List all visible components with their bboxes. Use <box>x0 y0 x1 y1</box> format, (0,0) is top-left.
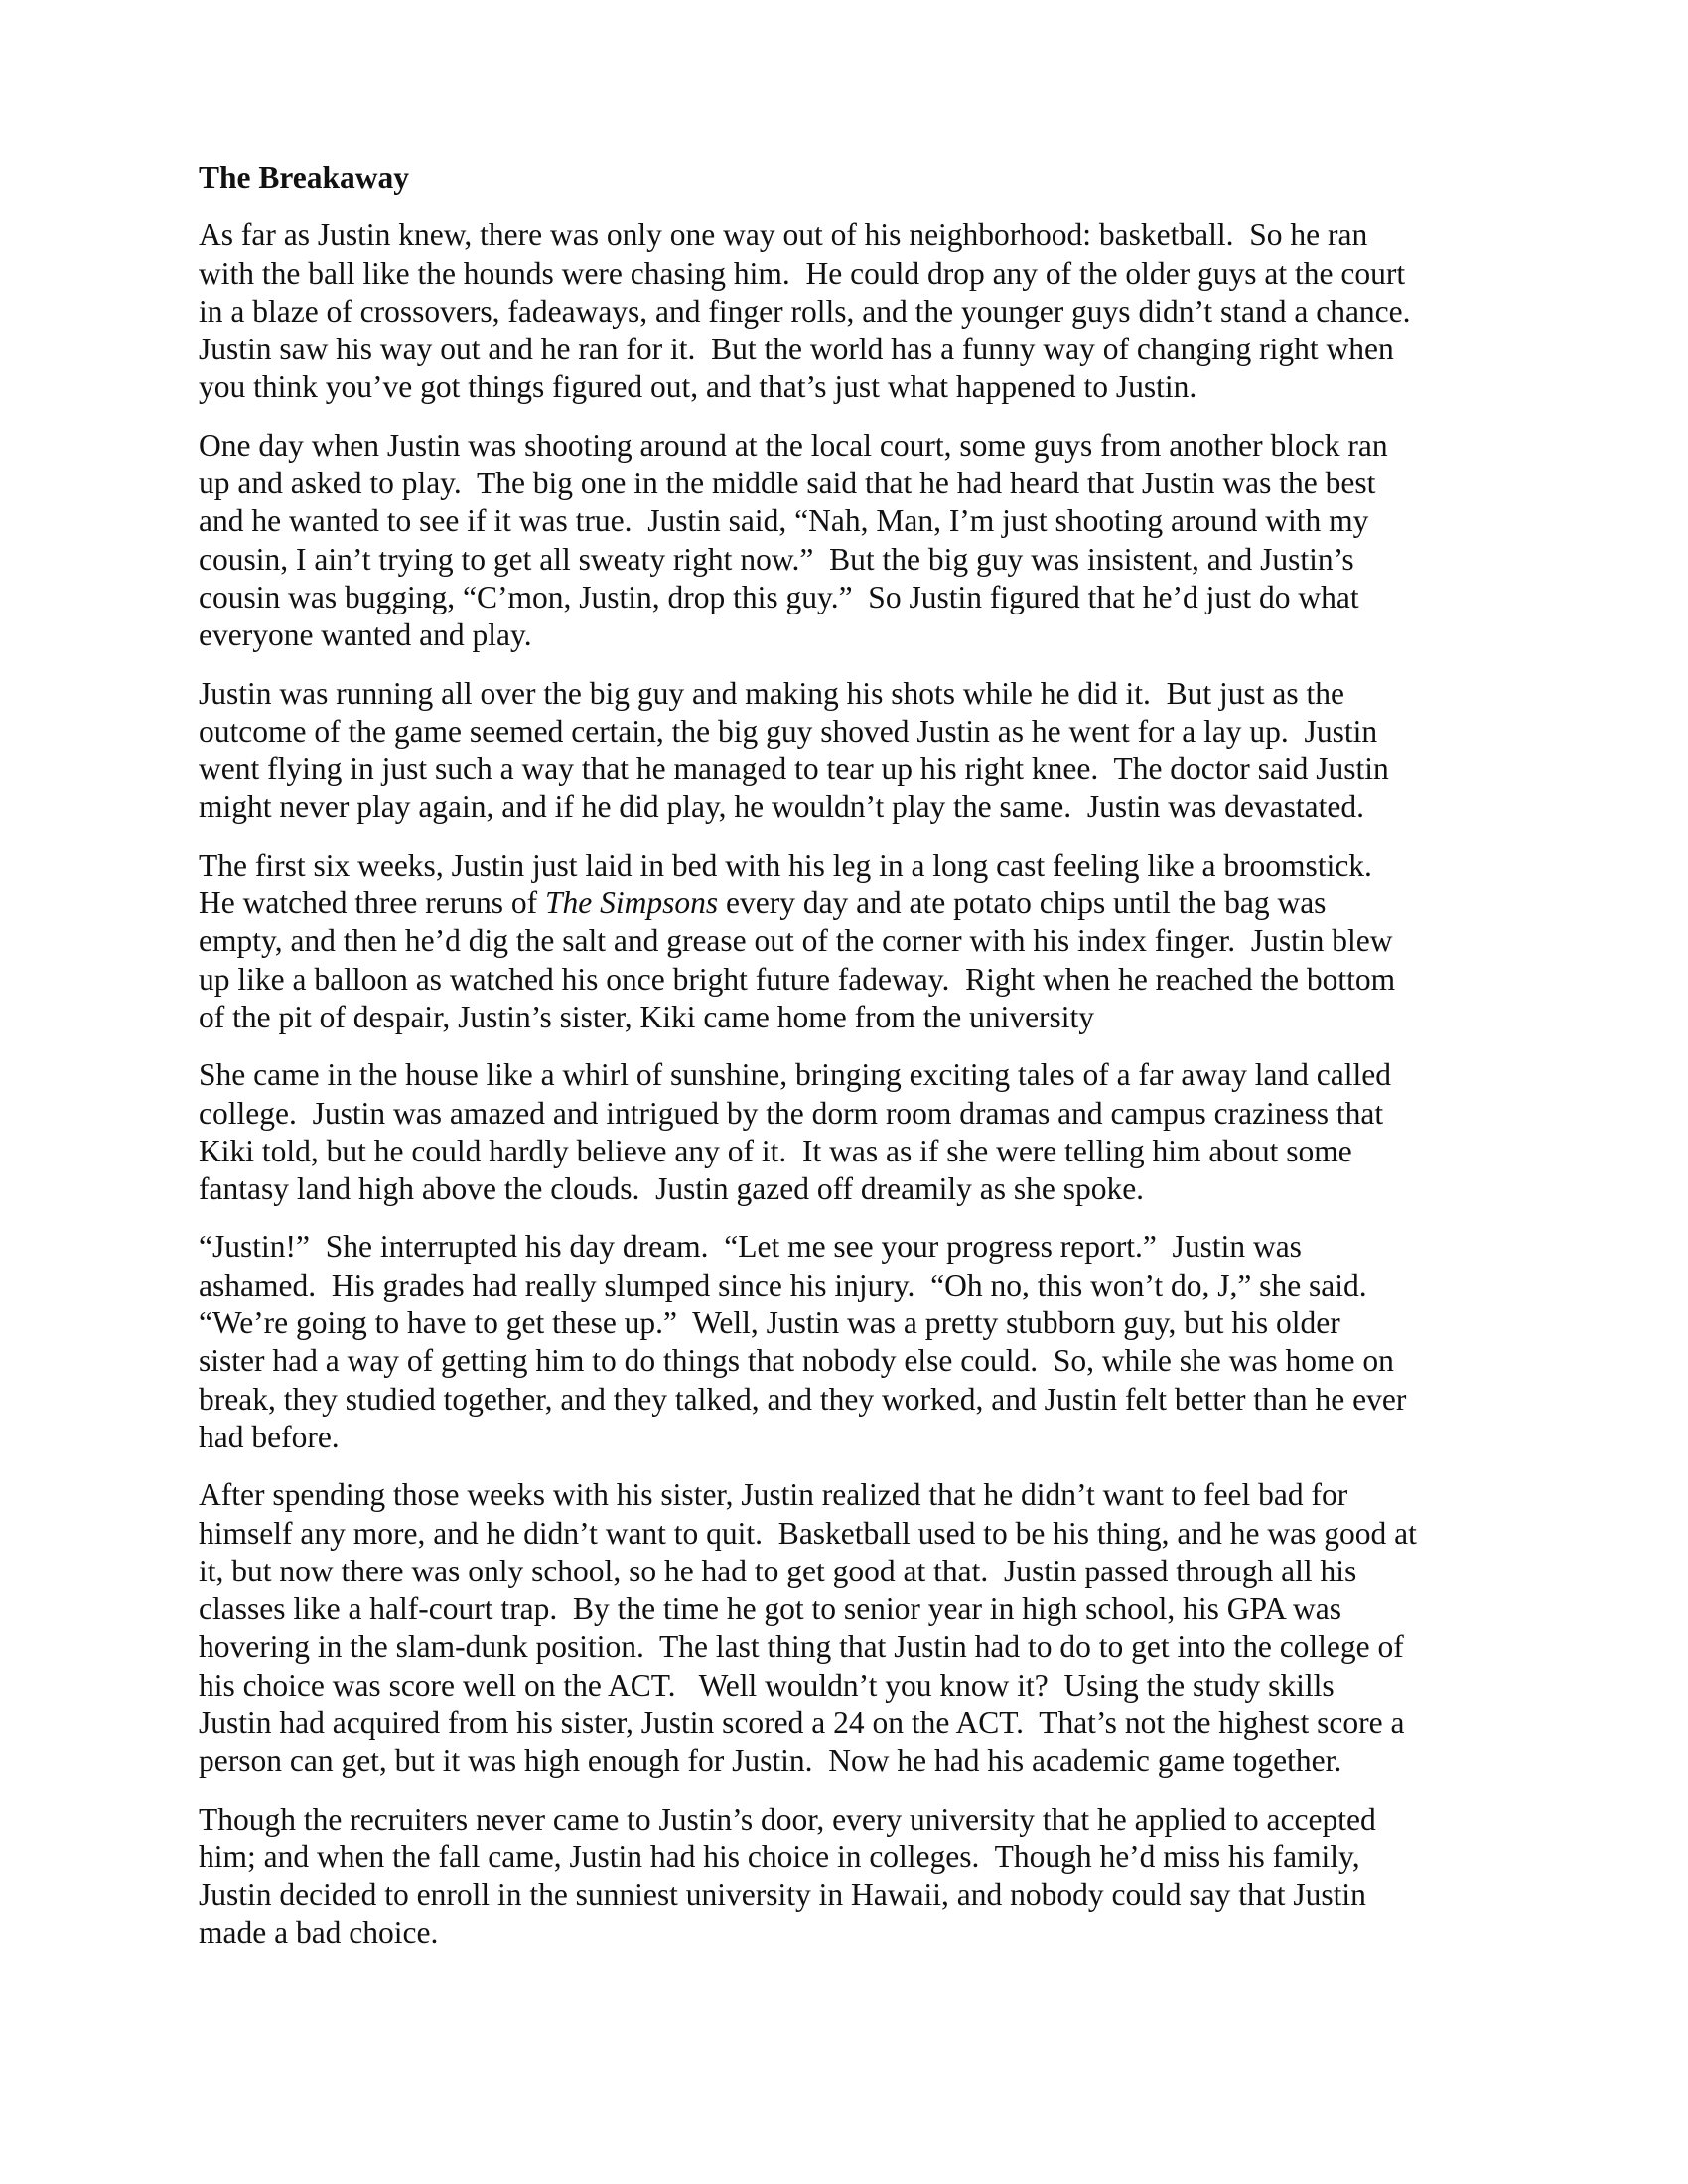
text-line: ashamed. His grades had really slumped since his injury. “Oh no, this won’t do, J,” she said. <box>199 1267 1367 1302</box>
text-line: had before. <box>199 1419 340 1454</box>
text-line: She came in the house like a whirl of sunshine, bringing exciting tales of a far away land called <box>199 1057 1391 1093</box>
text-line: person can get, but it was high enough for Justin. Now he had his academic game together. <box>199 1743 1342 1779</box>
text-line: cousin, I ain’t trying to get all sweaty right now.” But the big guy was insistent, and Justin’s <box>199 541 1354 577</box>
text-line: up like a balloon as watched his once bright future fadeway. Right when he reached the bottom <box>199 961 1396 997</box>
text-segment: every day and ate potato chips until the bag was <box>718 886 1327 921</box>
text-line: up and asked to play. The big one in the middle said that he had heard that Justin was the best <box>199 466 1376 501</box>
document-page <box>199 159 1509 1973</box>
story-title: The Breakaway <box>199 160 410 195</box>
text-line: Justin had acquired from his sister, Justin scored a 24 on the ACT. That’s not the highest score a <box>199 1705 1405 1740</box>
text-line: cousin was bugging, “C’mon, Justin, drop this guy.” So Justin figured that he’d just do what <box>199 579 1359 614</box>
paragraph-3 <box>199 675 1509 827</box>
text-line: After spending those weeks with his sister, Justin realized that he didn’t want to feel bad for <box>199 1477 1348 1513</box>
paragraph-1 <box>199 216 1509 406</box>
text-line: college. Justin was amazed and intrigued by the dorm room dramas and campus craziness that <box>199 1095 1384 1131</box>
text-line: his choice was score well on the ACT. Well wouldn’t you know it? Using the study skills <box>199 1667 1335 1703</box>
text-line: outcome of the game seemed certain, the big guy shoved Justin as he went for a lay up. Justin <box>199 713 1378 749</box>
text-line: went flying in just such a way that he managed to tear up his right knee. The doctor said Justin <box>199 751 1389 787</box>
text-line: himself any more, and he didn’t want to quit. Basketball used to be his thing, and he was good at <box>199 1515 1417 1551</box>
text-line: might never play again, and if he did play, he wouldn’t play the same. Justin was devastated. <box>199 789 1364 825</box>
text-line: in a blaze of crossovers, fadeaways, and finger rolls, and the younger guys didn’t stand a chance. <box>199 293 1411 329</box>
paragraph-6 <box>199 1228 1509 1456</box>
paragraph-4 <box>199 847 1509 1036</box>
text-line: As far as Justin knew, there was only one way out of his neighborhood: basketball. So he ran <box>199 217 1368 253</box>
text-line: him; and when the fall came, Justin had his choice in colleges. Though he’d miss his family, <box>199 1839 1360 1874</box>
text-line-with-italic <box>199 885 1509 922</box>
text-line: classes like a half-court trap. By the time he got to senior year in high school, his GPA was <box>199 1591 1341 1627</box>
paragraph-2 <box>199 427 1509 655</box>
text-line: sister had a way of getting him to do things that nobody else could. So, while she was home on <box>199 1343 1394 1379</box>
text-line: Kiki told, but he could hardly believe any of it. It was as if she were telling him about some <box>199 1133 1352 1168</box>
text-line: Justin saw his way out and he ran for it. But the world has a funny way of changing right when <box>199 332 1394 367</box>
text-line: made a bad choice. <box>199 1915 439 1951</box>
italic-show-title: The Simpsons <box>544 886 719 921</box>
text-line: Justin was running all over the big guy and making his shots while he did it. But just as the <box>199 675 1345 711</box>
paragraph-5 <box>199 1056 1509 1208</box>
text-line: empty, and then he’d dig the salt and grease out of the corner with his index finger. Justin blew <box>199 923 1393 959</box>
text-line: fantasy land high above the clouds. Justin gazed off dreamily as she spoke. <box>199 1171 1145 1207</box>
text-line: it, but now there was only school, so he had to get good at that. Justin passed through all his <box>199 1553 1357 1588</box>
text-line: Justin decided to enroll in the sunniest university in Hawaii, and nobody could say that Justin <box>199 1877 1366 1913</box>
text-line: of the pit of despair, Justin’s sister, Kiki came home from the university <box>199 999 1095 1034</box>
text-line: with the ball like the hounds were chasing him. He could drop any of the older guys at the court <box>199 255 1406 291</box>
text-line: “Justin!” She interrupted his day dream. “Let me see your progress report.” Justin was <box>199 1229 1302 1265</box>
text-segment: He watched three reruns of <box>199 886 545 921</box>
text-line: One day when Justin was shooting around at the local court, some guys from another block ran <box>199 427 1388 463</box>
text-line: “We’re going to have to get these up.” Well, Justin was a pretty stubborn guy, but his older <box>199 1305 1340 1341</box>
paragraph-8 <box>199 1801 1509 1953</box>
text-line: hovering in the slam-dunk position. The last thing that Justin had to do to get into the college of <box>199 1629 1404 1665</box>
text-line: break, they studied together, and they talked, and they worked, and Justin felt better than he ever <box>199 1381 1407 1417</box>
text-line: Though the recruiters never came to Justin’s door, every university that he applied to accepted <box>199 1801 1376 1837</box>
text-line: everyone wanted and play. <box>199 617 532 653</box>
text-line: you think you’ve got things figured out, and that’s just what happened to Justin. <box>199 369 1197 405</box>
text-line: The first six weeks, Justin just laid in bed with his leg in a long cast feeling like a broomstick. <box>199 847 1372 883</box>
text-line: and he wanted to see if it was true. Justin said, “Nah, Man, I’m just shooting around with my <box>199 503 1369 539</box>
paragraph-7 <box>199 1476 1509 1780</box>
